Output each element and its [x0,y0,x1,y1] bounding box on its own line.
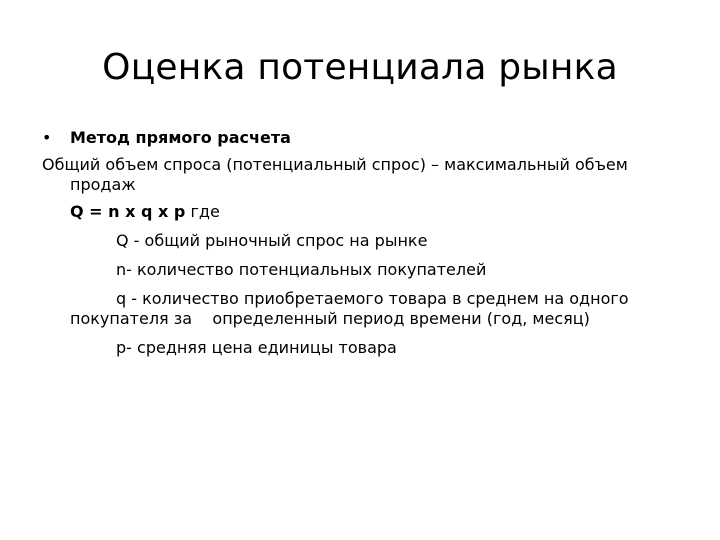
slide-body [42,128,678,367]
bullet-heading [42,128,678,148]
variable-q-line1: q - количество приобретаемого товара в среднем на одного [116,289,629,308]
variable-n-definition: n- количество потенциальных покупателей [116,260,487,279]
variable-q-line2: покупателя за определенный период времени (год, месяц) [70,309,590,328]
bullet-heading-text: Метод прямого расчета [70,128,291,147]
formula-expression: Q = n x q x p [70,202,186,221]
definition-text: Общий объем спроса (потенциальный спрос) – максимальный объем продаж [42,155,628,194]
formula-suffix: где [190,202,220,221]
variable-p-definition: p- средняя цена единицы товара [116,338,397,357]
variable-q-definition [42,289,678,329]
formula-line [42,202,678,222]
variable-Q-definition: Q - общий рыночный спрос на рынке [116,231,428,250]
bullet-marker: • [42,128,52,147]
slide-title: Оценка потенциала рынка [102,47,618,88]
